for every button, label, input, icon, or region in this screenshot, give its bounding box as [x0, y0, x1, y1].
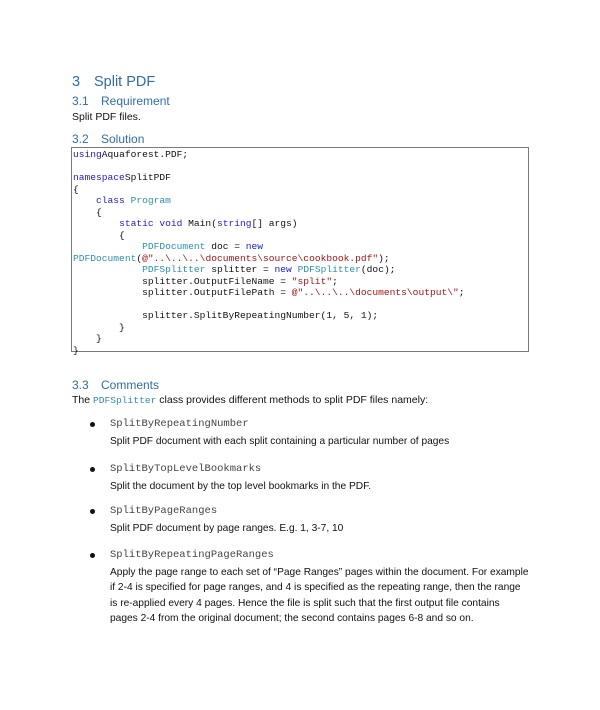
- code-line: [73, 184, 79, 195]
- code-token: (: [136, 252, 143, 264]
- code-token: void: [159, 218, 183, 229]
- code-token: SplitPDF: [124, 172, 171, 183]
- code-token: Program: [130, 195, 171, 206]
- code-token: splitter.SplitByRepeatingNumber(1, 5, 1);: [73, 310, 379, 321]
- code-token: splitter.OutputFilePath =: [73, 287, 292, 298]
- code-token: ;: [458, 287, 465, 298]
- method-name: SplitByTopLevelBookmarks: [110, 463, 262, 475]
- code-token: {: [73, 229, 125, 241]
- solution-heading: [72, 132, 144, 146]
- code-token: "split": [291, 275, 333, 287]
- intro-after: class provides different methods to split PDF files namely:: [159, 394, 429, 406]
- section-heading: [72, 74, 155, 90]
- code-token: class: [96, 195, 125, 206]
- code-token: }: [73, 333, 102, 344]
- code-token: static: [119, 218, 154, 229]
- code-line: [73, 276, 338, 287]
- code-line: [73, 253, 390, 264]
- code-token: string: [216, 218, 252, 229]
- code-token: Aquaforest.PDF;: [101, 149, 189, 160]
- bullet-icon: [90, 467, 95, 472]
- code-token: }: [73, 321, 125, 333]
- solution-title: Solution: [101, 132, 145, 146]
- code-token: [] args): [251, 218, 298, 229]
- section-number: 3: [72, 74, 81, 90]
- method-description: Apply the page range to each set of “Page Ranges” pages within the document. For example if 2-4 is specified for page ranges, and 4 is specified as the repeating range, then the range is re-applied every 4 pages. Hence the file is split such that the first output file contains pages 2-4 from the original document; the second contains pages 6-8 and so on.: [110, 567, 529, 625]
- code-line: [73, 322, 125, 333]
- code-line: [73, 333, 102, 344]
- code-line: [73, 345, 79, 356]
- code-line: [73, 195, 171, 206]
- code-token: (doc);: [360, 264, 396, 275]
- requirement-number: 3.1: [72, 94, 89, 108]
- code-token: @"..\..\..\documents\source\cookbook.pdf": [142, 252, 379, 264]
- method-description: Split PDF document with each split containing a particular number of pages: [110, 436, 450, 447]
- comments-number: 3.3: [72, 378, 89, 392]
- comments-title: Comments: [101, 378, 160, 392]
- bullet-icon: [90, 509, 95, 514]
- method-name: SplitByRepeatingNumber: [110, 418, 249, 430]
- code-token: new: [245, 241, 264, 252]
- code-token: using: [73, 149, 102, 160]
- code-token: PDFSplitter: [297, 264, 361, 275]
- code-token: splitter =: [205, 264, 275, 275]
- intro-class-name: PDFSplitter: [93, 395, 157, 406]
- bullet-icon: [90, 553, 95, 558]
- requirement-title: Requirement: [101, 94, 170, 108]
- requirement-heading: [72, 94, 170, 108]
- code-token: doc =: [205, 241, 246, 252]
- code-token: [73, 241, 142, 252]
- code-token: PDFDocument: [142, 241, 206, 252]
- code-token: {: [73, 206, 102, 218]
- bullet-icon: [90, 422, 95, 427]
- code-line: [73, 149, 188, 160]
- method-description: Split PDF document by page ranges. E.g. 1, 3-7, 10: [110, 523, 344, 534]
- code-token: Main(: [182, 218, 217, 229]
- code-token: {: [73, 183, 79, 195]
- intro-before: The: [72, 394, 91, 406]
- code-token: [73, 218, 119, 229]
- requirement-text: Split PDF files.: [72, 111, 141, 123]
- code-token: PDFDocument: [73, 252, 137, 264]
- code-token: [73, 264, 142, 275]
- code-token: ;: [332, 275, 338, 287]
- section-title: Split PDF: [94, 74, 156, 90]
- code-line: [73, 310, 378, 321]
- method-name: SplitByPageRanges: [110, 505, 218, 517]
- code-token: [73, 195, 96, 206]
- code-token: namespace: [73, 172, 125, 183]
- method-name: SplitByRepeatingPageRanges: [110, 549, 274, 561]
- code-token: new: [274, 264, 292, 275]
- code-token: }: [73, 344, 79, 356]
- comments-intro: [72, 394, 428, 406]
- code-token: );: [378, 252, 390, 264]
- code-token: splitter.OutputFileName =: [73, 275, 292, 287]
- code-line: [73, 230, 125, 241]
- code-line: [73, 172, 171, 183]
- code-block: [71, 147, 529, 356]
- code-line: [73, 241, 263, 252]
- solution-number: 3.2: [72, 132, 89, 146]
- code-line: [73, 264, 395, 275]
- code-line: [73, 287, 465, 298]
- code-token: @"..\..\..\documents\output\": [291, 287, 459, 298]
- comments-heading: [72, 378, 159, 392]
- method-description: Split the document by the top level bookmarks in the PDF.: [110, 481, 372, 492]
- code-line: [73, 218, 298, 229]
- code-listing: [72, 148, 528, 356]
- code-line: [73, 207, 102, 218]
- code-token: PDFSplitter: [142, 264, 206, 275]
